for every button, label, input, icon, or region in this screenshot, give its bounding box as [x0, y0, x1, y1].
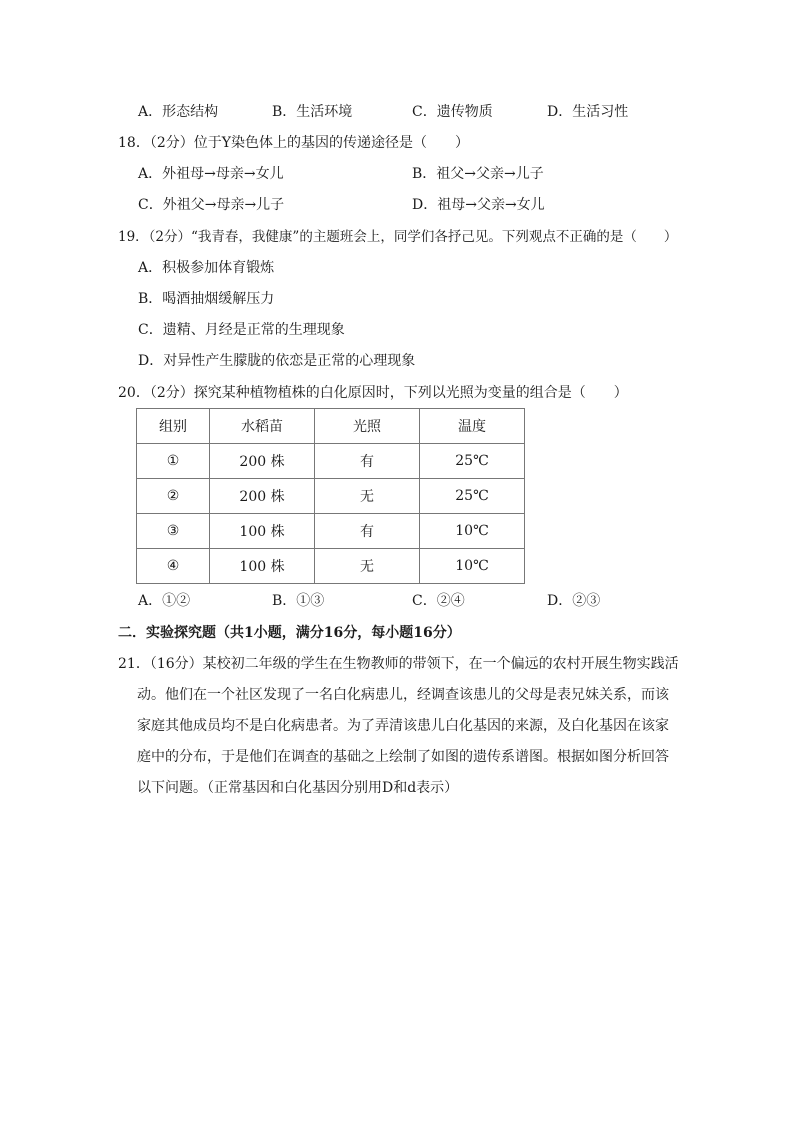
- table-cell: 有: [315, 444, 420, 479]
- table-cell: 200 株: [210, 479, 315, 514]
- table-row: [137, 444, 525, 479]
- table-header-cell: 水稻苗: [210, 409, 315, 444]
- table-header-cell: 组别: [137, 409, 210, 444]
- q19-option-a: A．积极参加体育锻炼: [138, 260, 275, 276]
- table-cell: 有: [315, 514, 420, 549]
- q20-option-d: D．②③: [547, 593, 601, 609]
- q17-option-b: B．生活环境: [272, 104, 353, 120]
- q19-option-c: C．遗精、月经是正常的生理现象: [138, 322, 345, 338]
- table-cell: 25℃: [420, 444, 525, 479]
- table-cell: 无: [315, 549, 420, 584]
- q20-option-c: C．②④: [412, 593, 465, 609]
- q19-option-d: D．对异性产生朦胧的依恋是正常的心理现象: [138, 353, 416, 369]
- q18-option-a: A．外祖母→母亲→女儿: [138, 166, 284, 182]
- q20-option-a: A．①②: [138, 593, 191, 609]
- table-cell: ③: [137, 514, 210, 549]
- table-cell: 10℃: [420, 514, 525, 549]
- q18-stem: 18．（2分）位于Y染色体上的基因的传递途径是（ ）: [118, 135, 469, 151]
- table-header-row: [137, 409, 525, 444]
- q21-line-5: 以下问题。（正常基因和白化基因分别用D和d表示）: [137, 780, 459, 796]
- table-cell: 100 株: [210, 549, 315, 584]
- q20-data-table: [136, 408, 525, 584]
- q20-stem: 20．（2分）探究某种植物植株的白化原因时，下列以光照为变量的组合是（ ）: [118, 385, 628, 401]
- q19-option-b: B．喝酒抽烟缓解压力: [138, 291, 275, 307]
- q18-option-d: D．祖母→父亲→女儿: [412, 197, 545, 213]
- q17-option-d: D．生活习性: [547, 104, 629, 120]
- section-heading: 二．实验探究题（共1小题，满分16分，每小题16分）: [118, 625, 461, 641]
- q21-line-2: 动。他们在一个社区发现了一名白化病患儿，经调查该患儿的父母是表兄妹关系，而该: [137, 687, 669, 703]
- q18-option-b: B．祖父→父亲→儿子: [412, 166, 544, 182]
- q17-option-c: C．遗传物质: [412, 104, 493, 120]
- table-row: [137, 514, 525, 549]
- q20-option-b: B．①③: [272, 593, 325, 609]
- q18-option-c: C．外祖父→母亲→儿子: [138, 197, 285, 213]
- table-cell: 25℃: [420, 479, 525, 514]
- table-header-cell: 光照: [315, 409, 420, 444]
- q21-line-3: 家庭其他成员均不是白化病患者。为了弄清该患儿白化基因的来源，及白化基因在该家: [137, 718, 669, 734]
- table-cell: 100 株: [210, 514, 315, 549]
- table-header-cell: 温度: [420, 409, 525, 444]
- table-row: [137, 479, 525, 514]
- table-cell: 10℃: [420, 549, 525, 584]
- q21-line-4: 庭中的分布，于是他们在调查的基础之上绘制了如图的遗传系谱图。根据如图分析回答: [137, 749, 669, 765]
- q21-line-1: 21．（16分）某校初二年级的学生在生物教师的带领下，在一个偏远的农村开展生物实践活: [118, 656, 679, 672]
- table-cell: ①: [137, 444, 210, 479]
- table-cell: ②: [137, 479, 210, 514]
- table-cell: 200 株: [210, 444, 315, 479]
- table-cell: ④: [137, 549, 210, 584]
- q17-option-a: A．形态结构: [138, 104, 219, 120]
- table-cell: 无: [315, 479, 420, 514]
- table-row: [137, 549, 525, 584]
- q19-stem: 19．（2分）“我青春，我健康”的主题班会上，同学们各抒己见。下列观点不正确的是（ ）: [118, 229, 678, 245]
